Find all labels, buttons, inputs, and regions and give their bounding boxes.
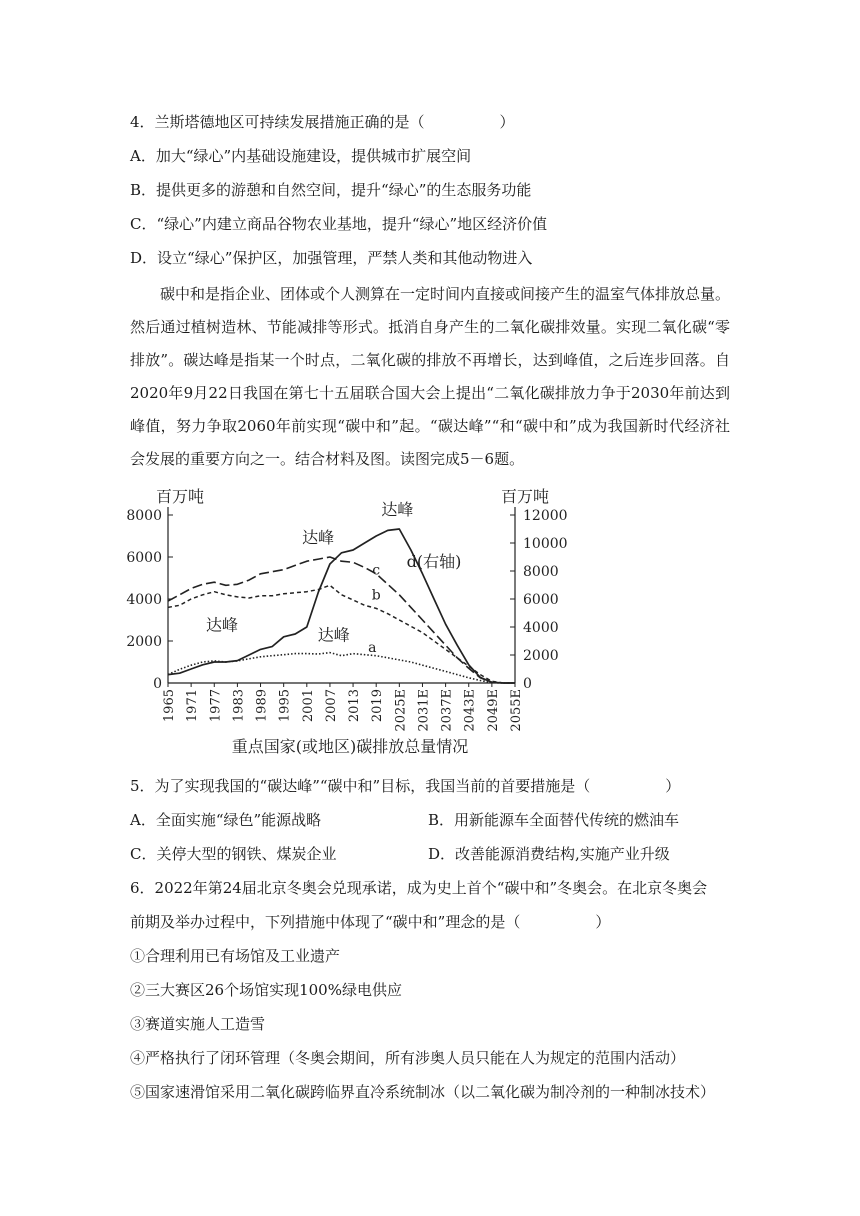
question-5-option-c: C．关停大型的钢铁、煤炭企业 bbox=[130, 845, 337, 863]
y-tick-label-left: 0 bbox=[153, 676, 162, 692]
peak-label-d: 达峰 bbox=[381, 500, 414, 519]
series-label-c: c bbox=[372, 562, 381, 579]
x-tick-label: 1971 bbox=[185, 689, 201, 723]
question-4-stem: 4．兰斯塔德地区可持续发展措施正确的是（ ） bbox=[130, 113, 515, 131]
y-axis-label-right: 百万吨 bbox=[500, 487, 550, 506]
question-6-item-1: ①合理利用已有场馆及工业遗产 bbox=[130, 947, 341, 965]
series-line-1 bbox=[168, 653, 515, 683]
series-label-d: d(右轴) bbox=[406, 551, 462, 571]
x-tick-label: 2013 bbox=[347, 689, 363, 723]
question-5-option-b: B．用新能源车全面替代传统的燃油车 bbox=[428, 811, 680, 829]
question-6-stem-line-2: 前期及举办过程中，下列措施中体现了“碳中和”理念的是（ ） bbox=[130, 913, 611, 931]
question-6-item-4: ④严格执行了闭环管理（冬奥会期间，所有涉奥人员只能在人为规定的范围内活动） bbox=[130, 1049, 686, 1067]
chart-title: 重点国家(或地区)碳排放总量情况 bbox=[231, 737, 469, 756]
question-5-stem: 5．为了实现我国的“碳达峰”“碳中和”目标，我国当前的首要措施是（ ） bbox=[130, 777, 681, 795]
series-label-a: a bbox=[368, 639, 377, 656]
question-4-option-c: C．“绿心”内建立商品谷物农业基地，提升“绿心”地区经济价值 bbox=[130, 215, 548, 233]
x-tick-label: 2043E bbox=[462, 689, 478, 732]
question-6-stem-line-1: 6．2022年第24届北京冬奥会兑现承诺，成为史上首个“碳中和”冬奥会。在北京冬奥会 bbox=[130, 879, 708, 897]
material-text: 碳中和是指企业、团体或个人测算在一定时间内直接或间接产生的温室气体排放总量。然后通过植树造林、节能减排等形式。抵消自身产生的二氧化碳排效量。实现二氧化碳“零排放”。碳达峰是指某一个时点，二氧化碳的排放不再增长，达到峰值，之后连步回落。自2020年9月22日我国在第七十五届联合国大会上提出“二氧化碳排放力争于2030年前达到峰值，努力争取2060年前实现“碳中和”起。“碳达峰”“和“碳中和”成为我国新时代经济社会发展的重要方向之一。结合材料及图。读图完成5－6题。 bbox=[130, 285, 731, 468]
peak-label-c: 达峰 bbox=[302, 528, 335, 547]
question-5-option-a: A．全面实施“绿色”能源战略 bbox=[130, 811, 322, 829]
x-tick-label: 1989 bbox=[254, 689, 270, 723]
x-tick-label: 2031E bbox=[416, 689, 432, 732]
y-tick-label-right: 8000 bbox=[523, 564, 559, 580]
y-tick-label-right: 0 bbox=[523, 676, 532, 692]
question-4-option-b: B．提供更多的游憩和自然空间，提升“绿心”的生态服务功能 bbox=[130, 181, 532, 199]
series-line-4 bbox=[168, 529, 515, 683]
y-tick-label-left: 4000 bbox=[126, 592, 162, 608]
peak-label-b: 达峰 bbox=[205, 615, 238, 635]
x-tick-label: 2019 bbox=[370, 689, 386, 723]
question-4-option-d: D．设立“绿心”保护区，加强管理，严禁人类和其他动物进入 bbox=[130, 249, 533, 267]
x-tick-label: 2025E bbox=[393, 689, 409, 732]
y-tick-label-right: 6000 bbox=[523, 592, 559, 608]
x-tick-label: 2007 bbox=[323, 689, 339, 723]
emission-chart bbox=[120, 480, 580, 780]
question-6-item-5: ⑤国家速滑馆采用二氧化碳跨临界直冷系统制冰（以二氧化碳为制冷剂的一种制冰技术） bbox=[130, 1083, 716, 1101]
x-tick-label: 1977 bbox=[208, 689, 224, 723]
chart-axes bbox=[126, 507, 567, 732]
question-5-options-row-1 bbox=[130, 810, 730, 830]
y-tick-label-right: 12000 bbox=[523, 508, 568, 524]
x-tick-label: 2037E bbox=[439, 689, 455, 732]
chart-annotations bbox=[206, 500, 461, 656]
question-6-item-3: ③赛道实施人工造雪 bbox=[130, 1015, 266, 1033]
x-tick-label: 2001 bbox=[300, 689, 316, 723]
y-tick-label-left: 6000 bbox=[126, 550, 162, 566]
x-tick-label: 1965 bbox=[162, 689, 177, 723]
y-tick-label-right: 2000 bbox=[523, 648, 559, 664]
material-paragraph bbox=[130, 278, 730, 476]
question-5-option-d: D．改善能源消费结构,实施产业升级 bbox=[428, 845, 670, 863]
y-tick-label-right: 4000 bbox=[523, 620, 559, 636]
y-tick-label-left: 8000 bbox=[126, 508, 162, 524]
question-6-item-2: ②三大赛区26个场馆实现100%绿电供应 bbox=[130, 981, 402, 999]
y-axis-label-left: 百万吨 bbox=[155, 487, 205, 506]
question-5-options-row-2 bbox=[130, 844, 730, 864]
y-tick-label-right: 10000 bbox=[523, 536, 568, 552]
x-tick-label: 1995 bbox=[277, 689, 293, 723]
question-4-option-a: A．加大“绿心”内基础设施建设，提供城市扩展空间 bbox=[130, 147, 472, 165]
chart-series bbox=[168, 529, 515, 683]
peak-label-a: 达峰 bbox=[317, 625, 350, 645]
x-tick-label: 2049E bbox=[485, 689, 501, 732]
series-label-b: b bbox=[371, 587, 381, 604]
x-tick-label: 2055E bbox=[509, 689, 524, 732]
y-tick-label-left: 2000 bbox=[126, 634, 162, 650]
x-tick-label: 1983 bbox=[231, 689, 247, 723]
